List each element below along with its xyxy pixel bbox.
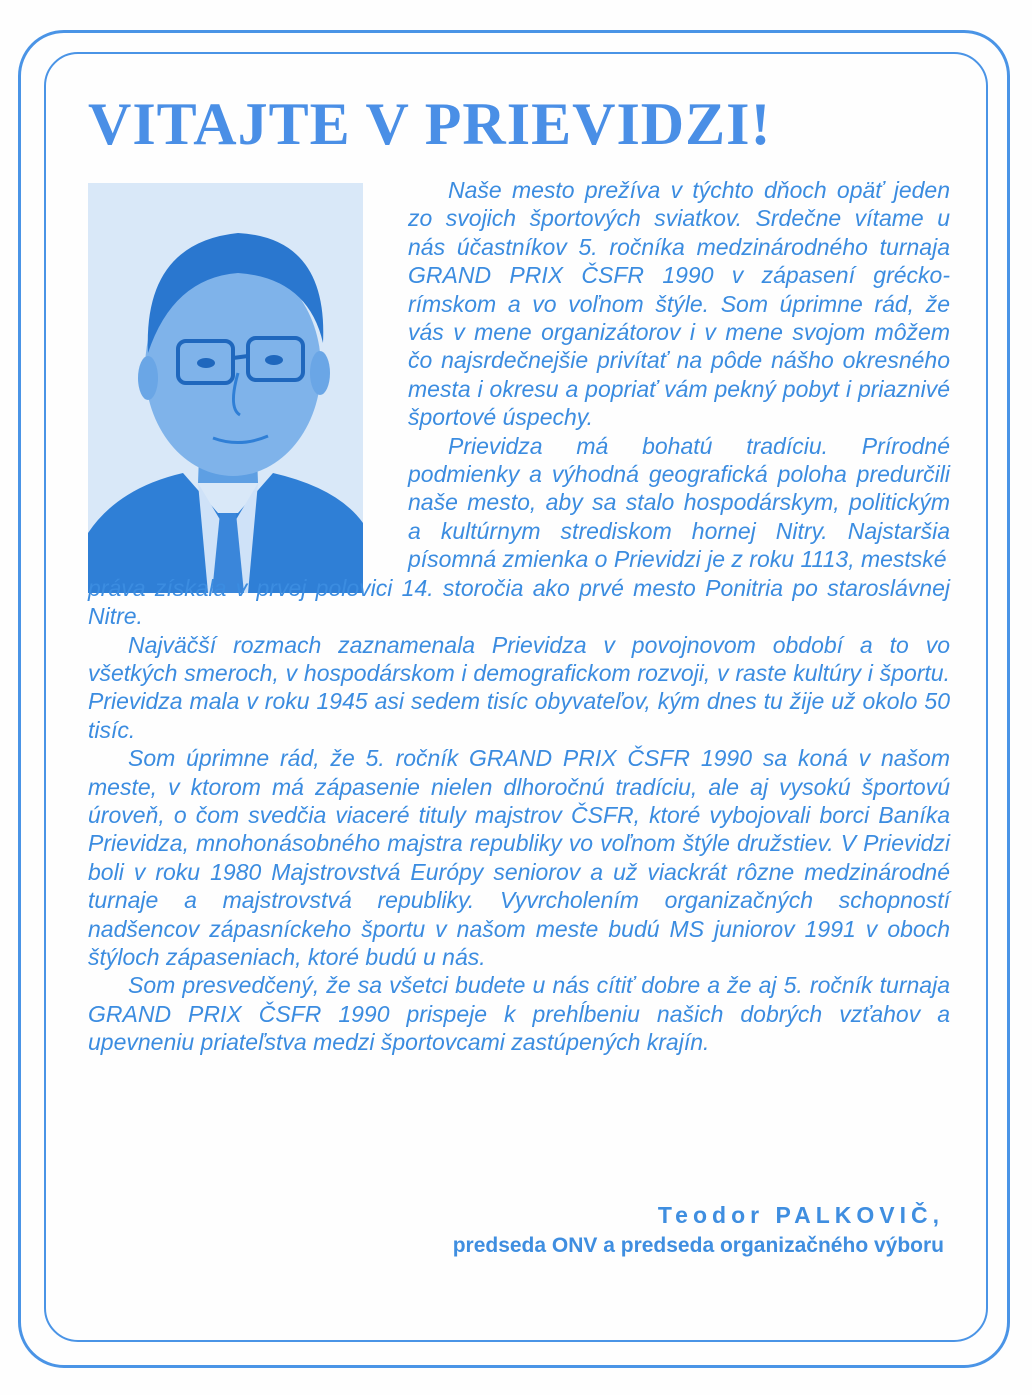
- page-title: VITAJTE V PRIEVIDZI!: [88, 91, 772, 157]
- paragraph-tradition: Prievidza má bohatú tradíciu. Prírodné podmienky a výhodná geografická poloha predurčili naše mesto, aby sa stalo hospodárskym, politickým a kultúrnym strediskom hornej Nitry. Najstaršia písomná zmienka o Prievidzi je z roku 1113, mestské: [408, 432, 950, 573]
- paragraph-tradition-cont: práva získala v prvej polovici 14. storočia ako prvé mesto Ponitria po staroslávnej Nitre.: [88, 574, 950, 630]
- signature-name: Teodor PALKOVIČ,: [657, 1202, 944, 1228]
- paragraph-intro: Naše mesto prežíva v týchto dňoch opäť jeden zo svojich športových sviatkov. Srdečne vítame u nás účastníkov 5. ročníka medzinárodného turnaja GRAND PRIX ČSFR 1990 v zápasení grécko-rímskom a vo voľnom štýle. Som úprimne rád, že vás v mene organizátorov i v mene svojom môžem čo najsrdečnejšie privítať na pôde nášho okresného mesta i okresu a popriať vám pekný pobyt i priaznivé športové úspechy.: [408, 177, 950, 431]
- signature-role: predseda ONV a predseda organizačného výboru: [452, 1234, 944, 1257]
- signature-block: [453, 1200, 944, 1262]
- paragraph-tournament: Som úprimne rád, že 5. ročník GRAND PRIX ČSFR 1990 sa koná v našom meste, v ktorom má zápasenie nielen dlhoročnú tradíciu, ale aj vysokú športovú úroveň, o čom svedčia viaceré tituly majstrov ČSFR, ktoré vybojovali borci Baníka Prievidza, mnohonásobného majstra republiky vo voľnom štýle družstiev. V Prievidzi boli v roku 1980 Majstrovstvá Európy seniorov a už viackrát rôzne medzinárodné turnaje a majstrovstvá republiky. Vyvrcholením organizačných schopností nadšencov zápasníckeho športu v našom meste budú MS juniorov 1991 v oboch štýloch zápaseniach, ktoré budú u nás.: [88, 745, 950, 970]
- paragraph-growth: Najväčší rozmach zaznamenala Prievidza v povojnovom období a to vo všetkých smeroch, v hospodárskom i demografickom rozvoji, v raste kultúry i športu. Prievidza mala v roku 1945 asi sedem tisíc obyvateľov, kým dnes tu žije už okolo 50 tisíc.: [88, 631, 950, 743]
- paragraph-closing: Som presvedčený, že sa všetci budete u nás cítiť dobre a že aj 5. ročník turnaja GRAND PRIX ČSFR 1990 prispeje k prehĺbeniu našich dobrých vzťahov a upevneniu priateľstva medzi športovcami zastúpených krajín.: [88, 972, 950, 1056]
- article-body: [88, 176, 950, 1057]
